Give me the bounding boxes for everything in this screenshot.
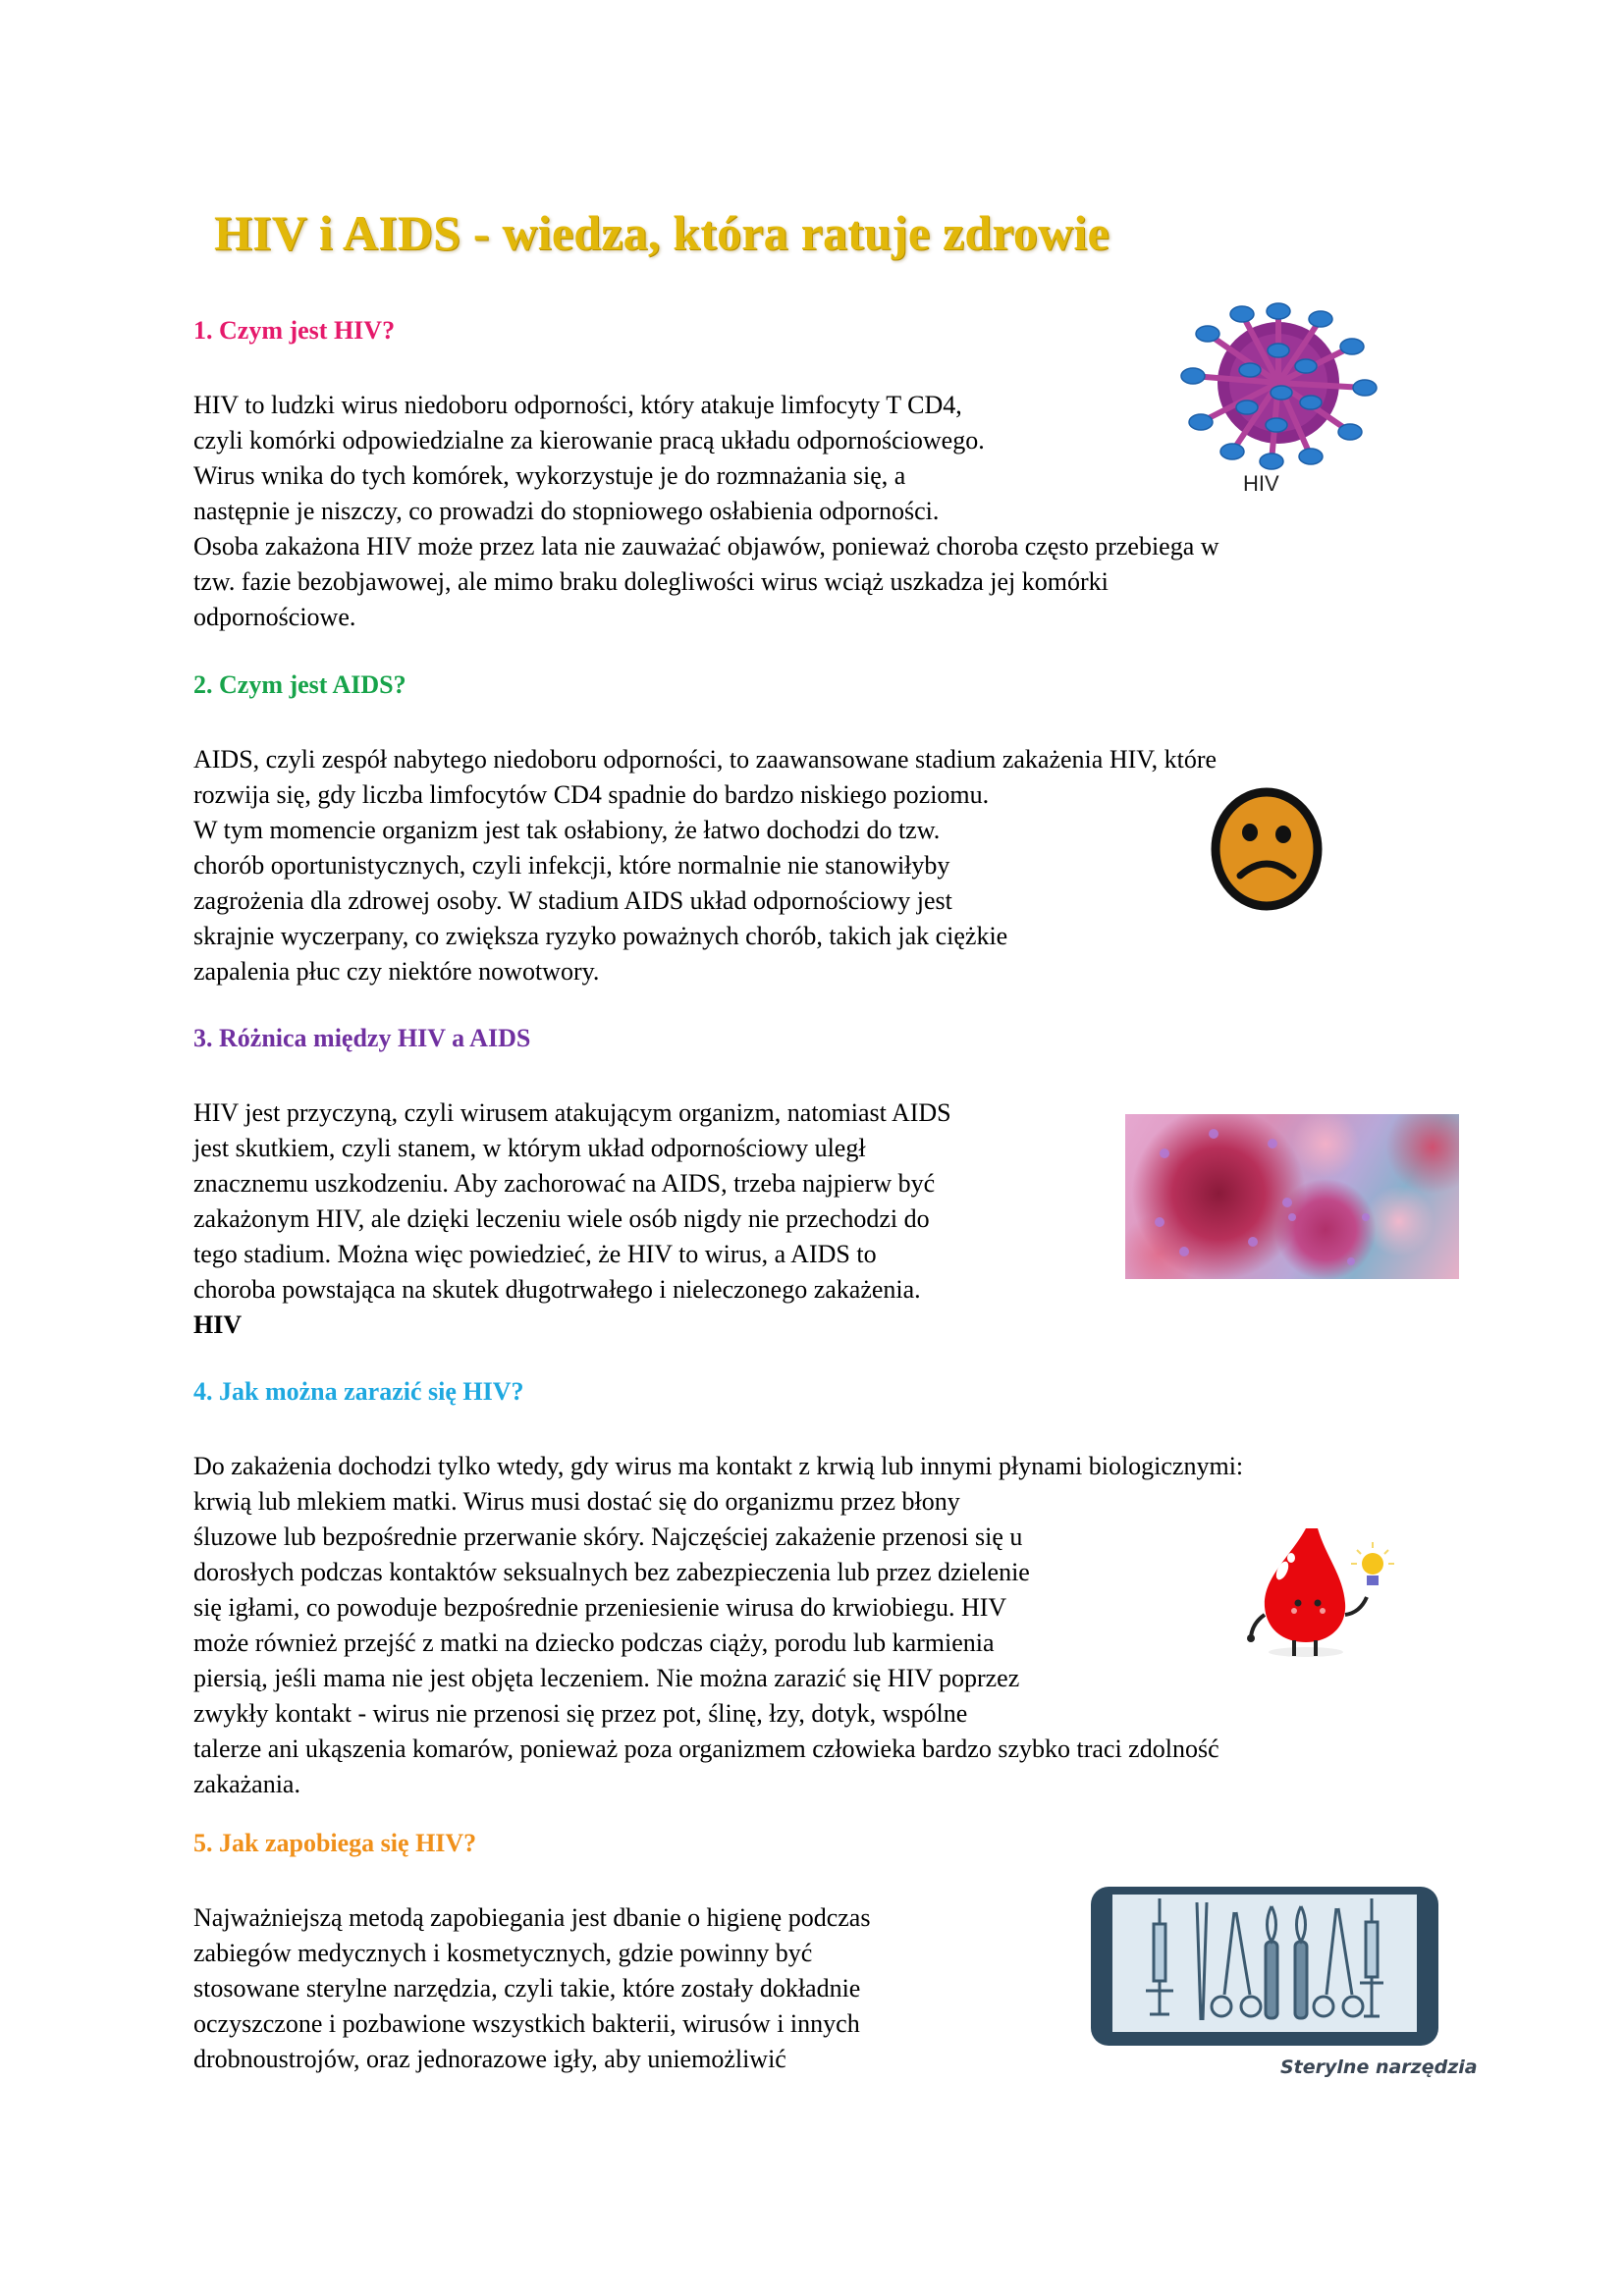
section-heading-hiv: 1. Czym jest HIV? — [193, 316, 396, 345]
text-line: talerze ani ukąszenia komarów, ponieważ poza organizmem człowieka bardzo szybko traci zdolność — [193, 1735, 1219, 1763]
section-heading-aids: 2. Czym jest AIDS? — [193, 670, 406, 699]
text-line: skrajnie wyczerpany, co zwiększa ryzyko poważnych chorób, takich jak ciężkie — [193, 922, 1008, 950]
section-body-aids — [193, 742, 1217, 989]
text-line: zapalenia płuc czy niektóre nowotwory. — [193, 957, 600, 986]
text-line: jest skutkiem, czyli stanem, w którym układ odpornościowy uległ — [193, 1134, 866, 1162]
text-line: zwykły kontakt - wirus nie przenosi się przez pot, ślinę, łzy, dotyk, wspólne — [193, 1699, 968, 1728]
blood-drop-character-icon — [1247, 1517, 1443, 1664]
text-line: Najważniejszą metodą zapobiegania jest dbanie o higienę podczas — [193, 1903, 871, 1932]
text-line: zagrożenia dla zdrowej osoby. W stadium AIDS układ odpornościowy jest — [193, 886, 952, 915]
hiv-virus-illustration-icon — [1173, 290, 1384, 486]
text-line: rozwija się, gdy liczba limfocytów CD4 spadnie do bardzo niskiego poziomu. — [193, 780, 990, 809]
text-line: oczyszczone i pozbawione wszystkich bakterii, wirusów i innych — [193, 2009, 860, 2038]
section-body-difference — [193, 1095, 951, 1343]
sad-face-icon — [1191, 785, 1343, 913]
text-line: tego stadium. Można więc powiedzieć, że HIV to wirus, a AIDS to — [193, 1240, 877, 1268]
section-body-transmission — [193, 1449, 1243, 1802]
image-caption: Sterylne narzędzia — [1280, 2056, 1478, 2078]
section-body-prevention — [193, 1900, 870, 2077]
text-line: Wirus wnika do tych komórek, wykorzystuje je do rozmnażania się, a — [193, 461, 906, 490]
text-line: chorób oportunistycznych, czyli infekcji, które normalnie nie stanowiłyby — [193, 851, 950, 880]
text-line: tzw. fazie bezobjawowej, ale mimo braku dolegliwości wirus wciąż uszkadza jej komórki — [193, 567, 1109, 596]
text-line: krwią lub mlekiem matki. Wirus musi dostać się do organizmu przez błony — [193, 1487, 960, 1516]
trailing-bold-text: HIV — [193, 1310, 243, 1339]
text-line: zakażania. — [193, 1770, 300, 1798]
text-line: HIV jest przyczyną, czyli wirusem atakującym organizm, natomiast AIDS — [193, 1098, 951, 1127]
text-line: śluzowe lub bezpośrednie przerwanie skóry. Najczęściej zakażenie przenosi się u — [193, 1522, 1023, 1551]
text-line: dorosłych podczas kontaktów seksualnych bez zabezpieczenia lub przez dzielenie — [193, 1558, 1030, 1586]
text-line: się igłami, co powoduje bezpośrednie przeniesienie wirusa do krwiobiegu. HIV — [193, 1593, 1007, 1622]
text-line: czyli komórki odpowiedzialne za kierowanie pracą układu odpornościowego. — [193, 426, 985, 454]
text-line: W tym momencie organizm jest tak osłabiony, że łatwo dochodzi do tzw. — [193, 816, 941, 844]
sterile-tools-tray-icon — [1087, 1885, 1442, 2050]
text-line: może również przejść z matki na dziecko podczas ciąży, porodu lub karmienia — [193, 1629, 995, 1657]
text-line: piersią, jeśli mama nie jest objęta leczeniem. Nie można zarazić się HIV poprzez — [193, 1664, 1020, 1692]
text-line: znacznemu uszkodzeniu. Aby zachorować na AIDS, trzeba najpierw być — [193, 1169, 936, 1198]
text-line: zakażonym HIV, ale dzięki leczeniu wiele osób nigdy nie przechodzi do — [193, 1204, 930, 1233]
text-line: AIDS, czyli zespół nabytego niedoboru odporności, to zaawansowane stadium zakażenia HIV, które — [193, 745, 1218, 774]
hiv-image-label: HIV — [1243, 471, 1279, 496]
section-heading-difference: 3. Różnica między HIV a AIDS — [193, 1024, 531, 1052]
section-heading-prevention: 5. Jak zapobiega się HIV? — [193, 1829, 477, 1857]
virus-cells-photo-icon — [1125, 1114, 1459, 1279]
text-line: Osoba zakażona HIV może przez lata nie zauważać objawów, ponieważ choroba często przebiega w — [193, 532, 1219, 561]
text-line: Do zakażenia dochodzi tylko wtedy, gdy wirus ma kontakt z krwią lub innymi płynami biologicznymi: — [193, 1452, 1244, 1480]
text-line: zabiegów medycznych i kosmetycznych, gdzie powinny być — [193, 1939, 813, 1967]
page-title: HIV i AIDS - wiedza, która ratuje zdrowie — [214, 205, 1110, 260]
text-line: drobnoustrojów, oraz jednorazowe igły, aby uniemożliwić — [193, 2045, 786, 2073]
text-line: odpornościowe. — [193, 603, 356, 631]
text-line: HIV to ludzki wirus niedoboru odporności, który atakuje limfocyty T CD4, — [193, 391, 962, 419]
section-body-hiv — [193, 388, 1219, 635]
text-line: stosowane sterylne narzędzia, czyli takie, które zostały dokładnie — [193, 1974, 861, 2002]
section-heading-transmission: 4. Jak można zarazić się HIV? — [193, 1377, 524, 1406]
text-line: choroba powstająca na skutek długotrwałego i nieleczonego zakażenia. — [193, 1275, 921, 1304]
text-line: następnie je niszczy, co prowadzi do stopniowego osłabienia odporności. — [193, 497, 940, 525]
